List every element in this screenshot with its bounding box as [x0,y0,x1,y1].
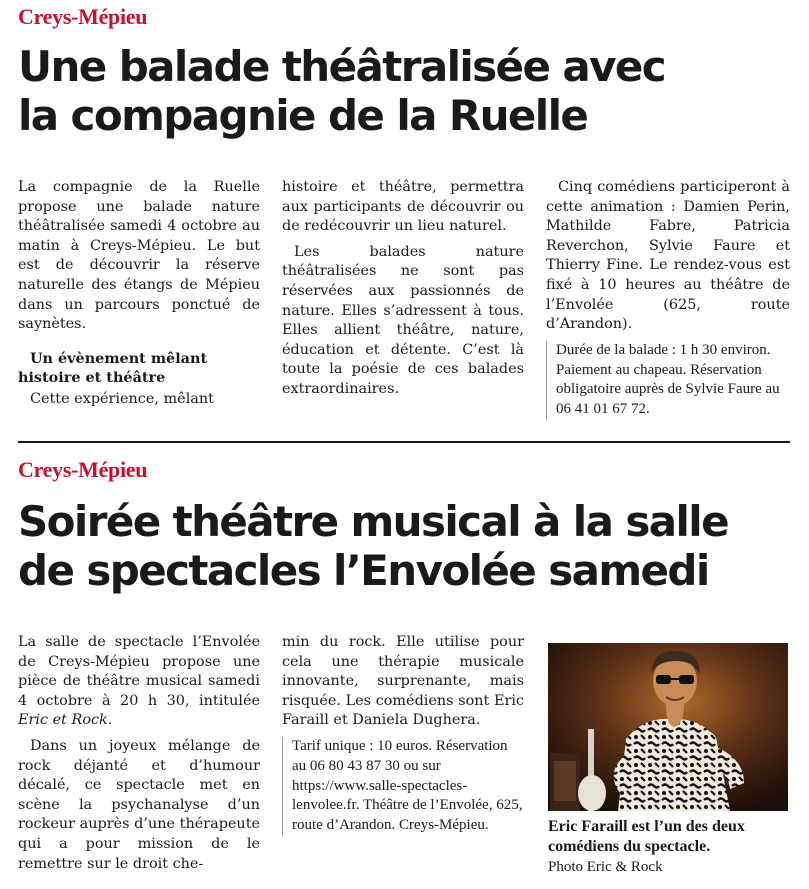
photo-credit: Photo Eric & Rock [548,859,663,875]
headline [18,497,728,595]
article-balade [0,0,809,440]
paragraph: Dans un joyeux mélange de rock déjanté et d’humour décalé, ce spectacle met en scène la psychanalyse d’un rockeur auprès d’une thérapeute qui a pour mission de le remettre sur le droit che- [18,737,260,872]
column-2 [282,178,524,406]
practical-info: Durée de la balade : 1 h 30 environ. Paiement au chapeau. Réservation obligatoire auprès de Sylvie Faure au 06 41 01 67 72. [546,341,790,420]
photo-comedian [548,643,788,811]
paragraph: histoire et théâtre, permettra aux participants de découvrir ou de redécouvrir un lieu naturel. [282,179,524,235]
kicker: Creys-Mépieu [18,457,148,482]
headline-line-2: de spectacles l’Envolée samedi [18,546,709,595]
headline-line-1: Soirée théâtre musical à la salle [18,497,728,546]
column-2 [282,633,524,836]
column-1 [18,178,260,416]
paragraph: Les balades nature théâtralisées ne sont pas réservées aux passionnés de nature. Elles s’adressent à tous. Elles allient théâtre, nature, éducation et détente. C’est là toute la poésie de ces balades extraordinaires. [282,243,524,397]
column-3 [546,178,790,420]
show-title: Eric et Rock [18,712,108,729]
subheading: Un évènement mêlant histoire et théâtre [18,349,208,387]
paragraph: Cinq comédiens participeront à cette animation : Damien Perin, Mathilde Fabre, Patricia Reverchon, Sylvie Faure et Thierry Fine. Le rendez-vous est fixé à 10 heures au théâtre de l’Envolée (625, route d’Arandon). [546,179,790,333]
paragraph: min du rock. Elle utilise pour cela une thérapie musicale innovante, surprenante, mais risquée. Les comédiens sont Eric Faraill et Daniela Dughera. [282,634,524,729]
photo-illustration [548,643,788,811]
column-1 [18,633,260,880]
paragraph-end: . [107,712,113,729]
paragraph: La compagnie de la Ruelle propose une balade nature théâtralisée samedi 4 octobre au matin à Creys-Mépieu. Le but est de découvrir la réserve naturelle des étangs de Mépieu dans un parcours ponctué de saynètes. [18,179,260,333]
headline [18,42,665,140]
paragraph [18,633,260,731]
section-divider [18,441,790,443]
headline-line-1: Une balade théâtralisée avec [18,42,666,91]
practical-info: Tarif unique : 10 euros. Réservation au 06 80 43 87 30 ou sur https://www.salle-spectacles-lenvolee.fr. Théâtre de l’Envolée, 625, route d’Arandon. Creys-Mépieu. [282,737,524,836]
article-soiree [0,445,809,889]
kicker: Creys-Mépieu [18,4,148,29]
photo-caption: Eric Faraill est l’un des deux comédiens du spectacle. [548,818,745,855]
paragraph-text: La salle de spectacle l’Envolée de Creys-Mépieu propose une pièce de théâtre musical samedi 4 octobre à 20 h 30, intitulée [18,634,260,709]
paragraph: Cette expérience, mêlant [30,390,214,407]
headline-line-2: la compagnie de la Ruelle [18,91,588,140]
